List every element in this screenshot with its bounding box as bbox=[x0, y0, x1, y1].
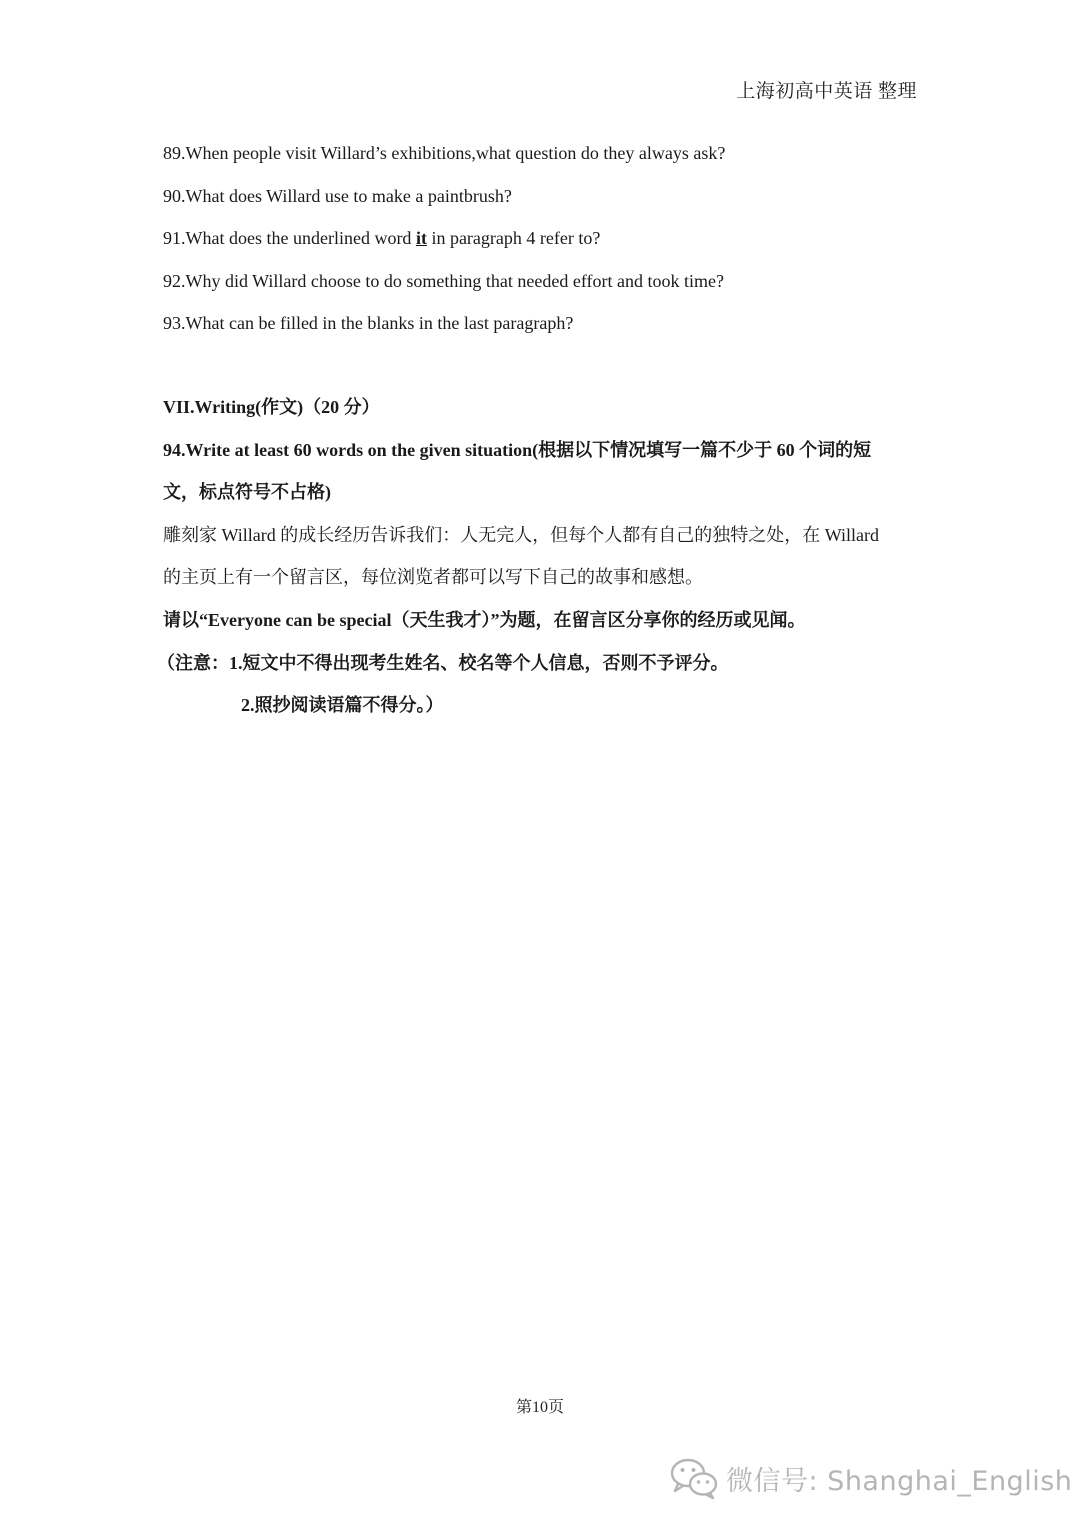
situation-line-1: 雕刻家 Willard 的成长经历告诉我们：人无完人，但每个人都有自己的独特之处，在 Willard bbox=[163, 524, 880, 545]
question-91-text-before: 91.What does the underlined word bbox=[163, 228, 416, 249]
notice-line-1: （注意：1.短文中不得出现考生姓名、校名等个人信息，否则不予评分。 bbox=[157, 652, 729, 673]
question-list bbox=[163, 139, 923, 352]
question-92: 92.Why did Willard choose to do something that needed effort and took time? bbox=[163, 270, 724, 291]
writing-instruction: 请以“Everyone can be special（天生我才）”为题，在留言区分享你的经历或见闻。 bbox=[163, 609, 806, 630]
wechat-icon bbox=[668, 1456, 720, 1500]
question-91-text-after: in paragraph 4 refer to? bbox=[426, 228, 601, 249]
writing-task-line-2: 文，标点符号不占格) bbox=[163, 482, 331, 503]
question-89: 89.When people visit Willard’s exhibitions,what question do they always ask? bbox=[163, 143, 726, 163]
page-number: 第10页 bbox=[515, 1399, 564, 1416]
watermark-text: 微信号: Shanghai_English bbox=[726, 1465, 1073, 1497]
writing-task-line-1: 94.Write at least 60 words on the given situation(根据以下情况填写一篇不少于 60 个词的短 bbox=[163, 439, 872, 460]
question-93: 93.What can be filled in the blanks in the last paragraph? bbox=[163, 313, 574, 334]
question-90: 90.What does Willard use to make a paintbrush? bbox=[163, 185, 512, 206]
header-title: 上海初高中英语 整理 bbox=[736, 81, 917, 102]
notice-line-2: 2.照抄阅读语篇不得分。） bbox=[241, 695, 444, 716]
question-91 bbox=[163, 224, 923, 267]
underlined-word: it bbox=[415, 228, 427, 249]
wechat-watermark bbox=[668, 1456, 1072, 1500]
situation-line-2: 的主页上有一个留言区，每位浏览者都可以写下自己的故事和感想。 bbox=[163, 567, 703, 588]
writing-section bbox=[157, 393, 923, 734]
writing-section-title: VII.Writing(作文)（20 分） bbox=[163, 397, 380, 417]
